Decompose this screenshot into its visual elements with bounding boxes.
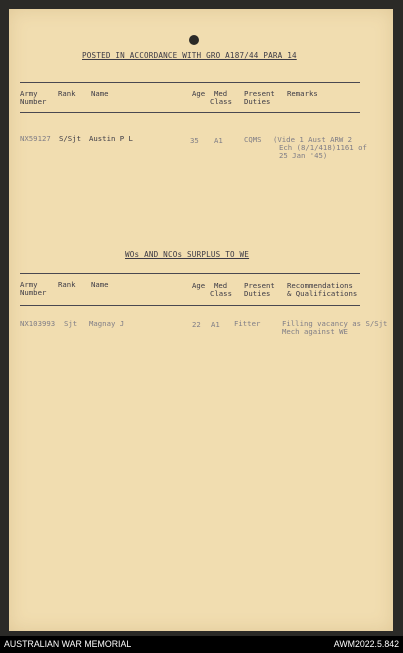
section2-header-bottom-rule: [20, 305, 360, 306]
section2-row-recommendations-line2: Mech against WE: [282, 327, 348, 336]
section1-row-med-class: A1: [214, 136, 223, 145]
section2-header-present: Present: [244, 281, 275, 290]
section2-row-army-number: NX103993: [20, 319, 56, 328]
section2-header-name: Name: [91, 280, 109, 289]
section1-row-name: Austin P L: [89, 134, 133, 143]
section1-row-remarks-line1: (Vide 1 Aust ARW 2: [273, 135, 353, 144]
section1-header-duties: Duties: [244, 97, 271, 106]
section1-header-age: Age: [192, 89, 206, 98]
section2-header-duties: Duties: [244, 289, 271, 298]
section1-row-army-number: NX59127: [20, 134, 51, 143]
section2-row-present-duties: Fitter: [234, 319, 261, 328]
section2-header-age: Age: [192, 281, 206, 290]
section1-header-top-rule: [20, 82, 360, 83]
section2-title: WOs AND NCOs SURPLUS TO WE: [125, 250, 250, 259]
section2-header-class: Class: [210, 289, 232, 298]
section1-title: POSTED IN ACCORDANCE WITH GRO A187/44 PARA 14: [82, 51, 297, 60]
footer-institution: AUSTRALIAN WAR MEMORIAL: [4, 639, 132, 649]
section2-header-rank: Rank: [58, 280, 76, 289]
archive-footer: [0, 636, 403, 653]
section1-header-med: Med: [214, 89, 228, 98]
section2-row-age: 22: [192, 320, 201, 329]
section1-row-present-duties: CQMS: [244, 135, 262, 144]
section1-header-present: Present: [244, 89, 275, 98]
section1-header-remarks: Remarks: [287, 89, 318, 98]
section2-header-recommendations: Recommendations: [287, 281, 353, 290]
section2-header-qualifications: & Qualifications: [287, 289, 358, 298]
punch-hole: [189, 35, 199, 45]
section1-header-rank: Rank: [58, 89, 76, 98]
section2-row-rank: Sjt: [64, 319, 78, 328]
section2-header-number: Number: [20, 288, 47, 297]
section1-header-army: Army: [20, 89, 38, 98]
footer-accession-number: AWM2022.5.842: [333, 639, 399, 649]
section1-header-name: Name: [91, 89, 109, 98]
section2-row-name: Magnay J: [89, 319, 125, 328]
section1-header-bottom-rule: [20, 112, 360, 113]
section1-row-remarks-line2: Ech (8/1/418)1161 of: [279, 143, 367, 152]
section2-header-med: Med: [214, 281, 228, 290]
section2-header-army: Army: [20, 280, 38, 289]
section2-row-med-class: A1: [211, 320, 220, 329]
section1-row-age: 35: [190, 136, 199, 145]
section2-row-recommendations-line1: Filling vacancy as S/Sjt: [282, 319, 388, 328]
section1-header-number: Number: [20, 97, 47, 106]
section2-header-top-rule: [20, 273, 360, 274]
section1-row-rank: S/Sjt: [59, 134, 81, 143]
document-page: [9, 9, 393, 631]
section1-header-class: Class: [210, 97, 232, 106]
section1-row-remarks-line3: 25 Jan '45): [279, 151, 328, 160]
